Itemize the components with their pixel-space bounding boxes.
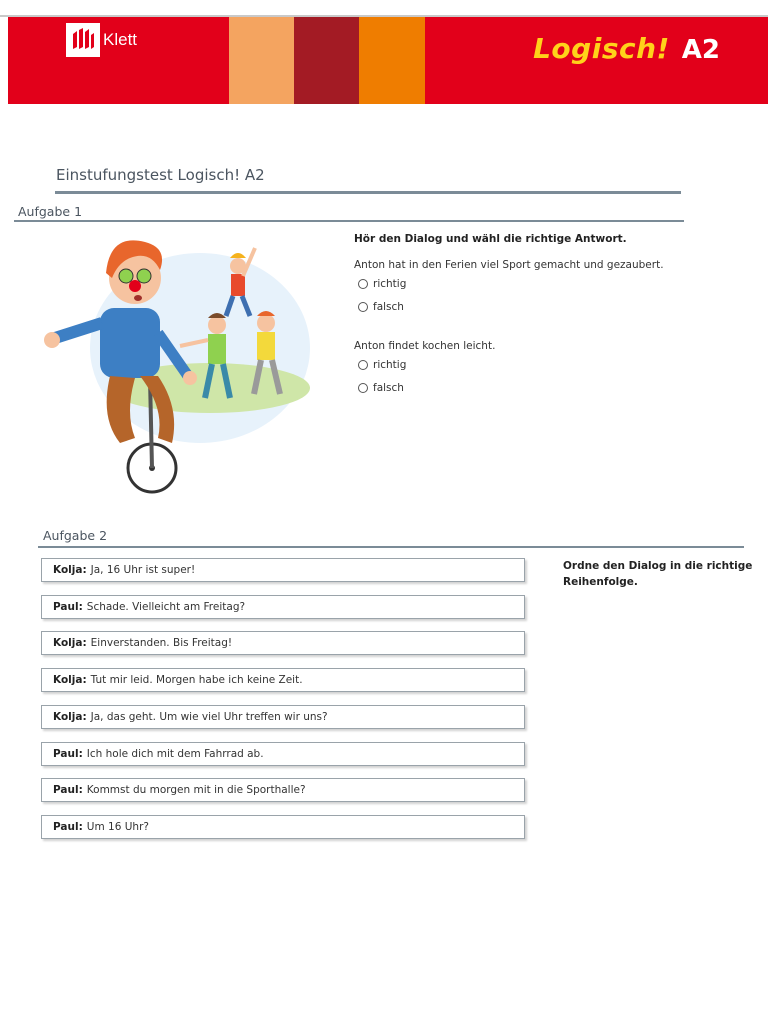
radio-button[interactable] [358, 360, 368, 370]
dialog-text: Einverstanden. Bis Freitag! [90, 637, 233, 649]
dialog-line-card[interactable] [41, 705, 525, 729]
task1-rule [14, 220, 684, 222]
task2-instruction: Ordne den Dialog in die richtige Reihenfolge. [563, 560, 753, 588]
option-label: falsch [373, 301, 404, 313]
task1-heading: Aufgabe 1 [18, 204, 83, 219]
product-name: Logisch! [533, 32, 670, 65]
question-1-option-falsch[interactable] [358, 301, 404, 313]
klett-emblem-icon [66, 23, 100, 57]
option-label: richtig [373, 359, 407, 371]
dialog-line-card[interactable] [41, 595, 525, 619]
dialog-speaker: Kolja: [53, 637, 87, 649]
question-1-text: Anton hat in den Ferien viel Sport gemacht und gezaubert. [354, 259, 664, 271]
option-label: falsch [373, 382, 404, 394]
dialog-line-card[interactable] [41, 558, 525, 582]
dialog-text: Kommst du morgen mit in die Sporthalle? [86, 784, 306, 796]
dialog-speaker: Kolja: [53, 674, 87, 686]
dialog-speaker: Paul: [53, 748, 83, 760]
header-stripe-orange [359, 17, 425, 104]
question-2-option-richtig[interactable] [358, 359, 406, 371]
dialog-line-card[interactable] [41, 631, 525, 655]
dialog-line-card[interactable] [41, 742, 525, 766]
dialog-speaker: Kolja: [53, 564, 87, 576]
dialog-text: Um 16 Uhr? [86, 821, 149, 833]
unicycle-boy-illustration [40, 228, 310, 500]
dialog-speaker: Paul: [53, 601, 83, 613]
page-title: Einstufungstest Logisch! A2 [56, 166, 265, 184]
klett-logo [64, 19, 148, 60]
option-label: richtig [373, 278, 407, 290]
question-2-text: Anton findet kochen leicht. [354, 340, 496, 352]
header-stripe-light-orange [229, 17, 294, 104]
dialog-speaker: Paul: [53, 821, 83, 833]
title-rule [55, 191, 681, 194]
task1-instruction: Hör den Dialog und wähl die richtige Antwort. [354, 233, 627, 245]
dialog-text: Schade. Vielleicht am Freitag? [86, 601, 246, 613]
radio-button[interactable] [358, 383, 368, 393]
header-stripe-dark-red [294, 17, 359, 104]
task2-heading: Aufgabe 2 [43, 528, 108, 543]
dialog-text: Tut mir leid. Morgen habe ich keine Zeit. [90, 674, 303, 686]
question-2-option-falsch[interactable] [358, 382, 404, 394]
task2-rule [38, 546, 744, 548]
dialog-speaker: Paul: [53, 784, 83, 796]
dialog-line-card[interactable] [41, 778, 525, 802]
dialog-text: Ja, 16 Uhr ist super! [90, 564, 196, 576]
dialog-speaker: Kolja: [53, 711, 87, 723]
dialog-text: Ja, das geht. Um wie viel Uhr treffen wir uns? [90, 711, 328, 723]
dialog-line-card[interactable] [41, 815, 525, 839]
klett-logo-text: Klett [103, 29, 138, 49]
dialog-text: Ich hole dich mit dem Fahrrad ab. [86, 748, 264, 760]
dialog-line-card[interactable] [41, 668, 525, 692]
radio-button[interactable] [358, 302, 368, 312]
product-level: A2 [681, 35, 720, 65]
question-1-option-richtig[interactable] [358, 278, 406, 290]
radio-button[interactable] [358, 279, 368, 289]
product-brand [533, 32, 720, 65]
